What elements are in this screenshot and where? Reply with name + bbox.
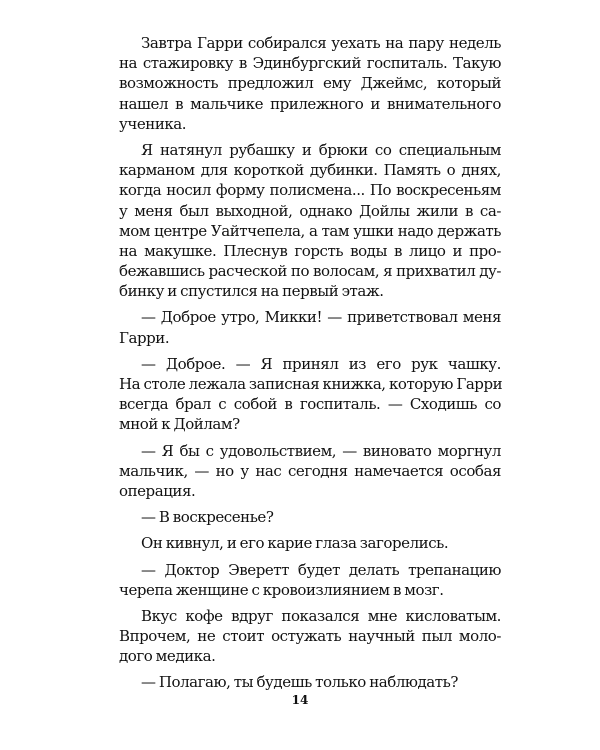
text-line: — Доброе. — Я принял из его рук чашку. [141, 354, 501, 373]
text-line: бежавшись расческой по волосам, я прихватил ду- [119, 262, 501, 281]
text-line: всегда брал с собой в госпиталь. — Сходишь со [119, 395, 501, 414]
text-line: черепа женщине с кровоизлиянием в мозг. [119, 580, 444, 599]
paragraph [119, 507, 501, 527]
text-line: операция. [119, 481, 196, 500]
text-line: — Полагаю, ты будешь только наблюдать? [141, 673, 458, 692]
text-line: возможность предложил ему Джеймс, который [119, 74, 501, 93]
text-line: — В воскресенье? [141, 508, 274, 527]
paragraph [119, 140, 501, 302]
text-line: когда носил форму полисмена... По воскресеньям [119, 181, 501, 200]
text-line: у меня был выходной, однако Дойлы жили в са- [119, 201, 501, 220]
text-line: на макушке. Плеснув горсть воды в лицо и про- [119, 241, 501, 260]
paragraph [119, 33, 501, 134]
text-line: дого медика. [119, 647, 216, 666]
text-line: На столе лежала записная книжка, которую Гарри [119, 375, 503, 393]
body-text [119, 33, 501, 693]
text-line: Гарри. [119, 328, 170, 347]
text-line: мной к Дойлам? [119, 415, 240, 434]
paragraph [119, 354, 501, 435]
text-line: Вкус кофе вдруг показался мне кисловатым. [141, 606, 501, 625]
paragraph [119, 672, 501, 692]
text-line: бинку и спустился на первый этаж. [119, 282, 384, 301]
paragraph [119, 307, 501, 347]
paragraph [119, 533, 501, 553]
paragraph [119, 560, 501, 600]
text-line: — Доктор Эверетт будет делать трепанацию [141, 560, 501, 579]
text-line: Я натянул рубашку и брюки со специальным [141, 140, 501, 159]
text-line: — Я бы с удовольствием, — виновато моргнул [141, 441, 501, 460]
text-line: Он кивнул, и его карие глаза загорелись. [141, 534, 449, 553]
text-line: нашел в мальчике прилежного и внимательного [119, 94, 501, 113]
text-line: на стажировку в Эдинбургский госпиталь. Такую [119, 54, 501, 73]
text-line: мальчик, — но у нас сегодня намечается особая [119, 461, 501, 480]
text-line: — Доброе утро, Микки! — приветствовал меня [141, 308, 501, 327]
paragraph [119, 441, 501, 502]
paragraph [119, 606, 501, 667]
text-line: ученика. [119, 114, 187, 133]
page-number: 14 [291, 693, 309, 707]
text-line: Впрочем, не стоит остужать научный пыл моло- [119, 627, 501, 646]
text-line: мом центре Уайтчепела, а там ушки надо держать [119, 221, 501, 240]
text-line: карманом для короткой дубинки. Память о днях, [119, 161, 501, 180]
text-line: Завтра Гарри собирался уехать на пару недель [141, 34, 501, 52]
